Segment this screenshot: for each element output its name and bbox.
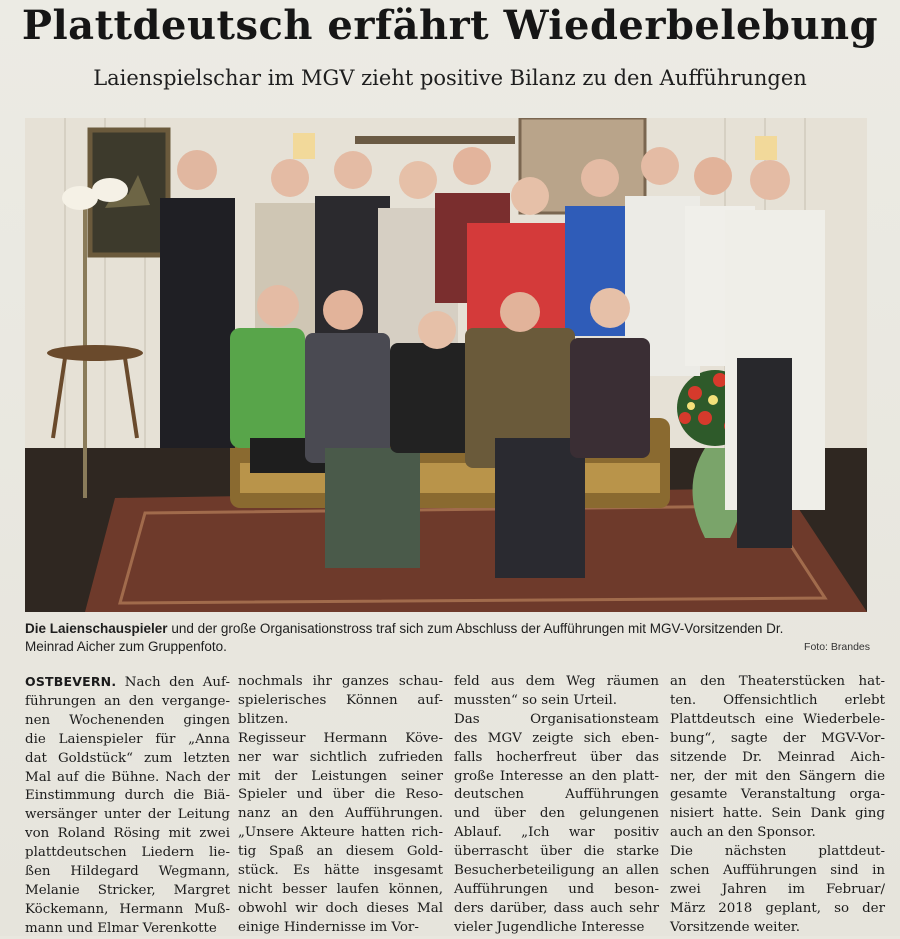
group-photo <box>25 118 867 612</box>
article-line: zwei Jahren im Februar/ <box>670 881 885 897</box>
article-line: stück. Es hätte insgesamt <box>238 863 443 879</box>
article-line: nicht besser laufen können, <box>238 881 443 897</box>
article-line: mann und Elmar Verenkotte <box>25 920 217 936</box>
article-line: ten. Offensichtlich erlebt <box>670 692 885 708</box>
article-line: und über den gelungenen <box>454 806 659 822</box>
article-line: nanz an den Aufführungen. <box>238 806 443 822</box>
article-headline: Plattdeutsch erfährt Wiederbelebung <box>21 2 879 49</box>
article-line: ner, der mit den Sängern die <box>670 768 885 784</box>
article-line: blitzen. <box>238 711 289 727</box>
article-line: mit der Leistungen seiner <box>238 768 443 784</box>
article-line: Besucherbeteiligung an allen <box>454 863 659 879</box>
article-line: gesamte Veranstaltung orga- <box>670 787 885 803</box>
article-line: dat Goldstück“ zum letzten <box>25 750 230 766</box>
article-line: März 2018 geplant, so der <box>670 900 885 916</box>
article-column-1 <box>25 673 230 939</box>
article-line: ner war sichtlich zufrieden <box>238 749 443 765</box>
article-line: nen Wochenenden gingen <box>25 712 230 728</box>
article-line: Ablauf. „Ich war positiv <box>454 825 659 841</box>
article-line: ders darüber, dass auch sehr <box>454 900 659 916</box>
article-line: vieler Jugendliche Interesse <box>454 919 645 935</box>
article-line: feld aus dem Weg räumen <box>454 674 659 689</box>
article-line: Die nächsten plattdeut- <box>670 844 885 860</box>
article-line: Köckemann, Hermann Muß- <box>25 901 230 917</box>
article-line: nisiert hatte. Sein Dank ging <box>670 806 885 822</box>
article-line: Das Organisationsteam <box>454 711 659 727</box>
article-line: wersänger unter der Leitung <box>25 807 230 823</box>
article-line: tig Spaß an diesem Gold- <box>238 844 443 860</box>
article-line: Regisseur Hermann Köve- <box>238 730 443 746</box>
article-line: falls hocherfreut über das <box>454 749 659 765</box>
article-line: bung“, sagte der MGV-Vor- <box>670 730 885 746</box>
article-line: an den Theaterstücken hat- <box>670 674 885 689</box>
article-line: Mal auf die Bühne. Nach der <box>25 769 230 785</box>
article-line: einige Hindernisse im Vor- <box>238 919 419 935</box>
article-line: plattdeutschen Liedern lie- <box>25 845 230 861</box>
article-line: OSTBEVERN. Nach den Auf- <box>25 674 230 690</box>
caption-text-line1: und der große Organisationstross traf sich zum Abschluss der Aufführungen mit MGV-Vorsitzenden Dr. <box>167 621 784 636</box>
photo-caption <box>25 620 870 656</box>
article-line: Aufführungen und beson- <box>454 881 659 897</box>
article-line: große Interesse an den platt- <box>454 768 659 784</box>
adjacent-article-bleed-photo-right <box>867 118 900 638</box>
article-line: sitzende Dr. Meinrad Aich- <box>670 749 885 765</box>
article-line: Vorsitzende weiter. <box>670 919 800 935</box>
group-photo-illustration <box>25 118 867 612</box>
article-column-3 <box>454 673 659 938</box>
article-line: führungen an den vergange- <box>25 693 230 709</box>
article-line: überrascht über die starke <box>454 844 659 860</box>
article-line: nochmals ihr ganzes schau- <box>238 674 443 689</box>
article-line: „Unsere Akteure hatten rich- <box>238 825 443 841</box>
article-line: schen Aufführungen sind in <box>670 863 885 879</box>
article-line: Melanie Stricker, Margret <box>25 882 230 898</box>
article-line: des MGV zeigte sich eben- <box>454 730 659 746</box>
caption-lead: Die Laienschauspieler <box>25 621 168 636</box>
dateline: OSTBEVERN. <box>25 674 117 689</box>
article-subheadline: Laienspielschar im MGV zieht positive Bilanz zu den Aufführungen <box>93 66 807 90</box>
article-line: Einstimmung durch die Biä- <box>25 788 230 804</box>
photo-credit: Foto: Brandes <box>804 641 870 653</box>
article-line: von Roland Rösing mit zwei <box>25 826 230 842</box>
article-line: ßen Hildegard Wegmann, <box>25 864 230 880</box>
article-line: auch an den Sponsor. <box>670 825 816 841</box>
article-line: obwohl wir doch dieses Mal <box>238 900 443 916</box>
article-line: Spieler und über die Reso- <box>238 787 443 803</box>
caption-text-line2: Meinrad Aicher zum Gruppenfoto. <box>25 639 227 654</box>
article-line: spielerisches Können auf- <box>238 692 443 708</box>
article-column-2 <box>238 673 443 938</box>
article-line: mussten“ so sein Urteil. <box>454 692 618 708</box>
article-line: deutschen Aufführungen <box>454 787 659 803</box>
article-column-4 <box>670 673 885 938</box>
article-line: die Laienspieler für „Anna <box>25 731 230 747</box>
article-line: Plattdeutsch eine Wiederbele- <box>670 711 885 727</box>
